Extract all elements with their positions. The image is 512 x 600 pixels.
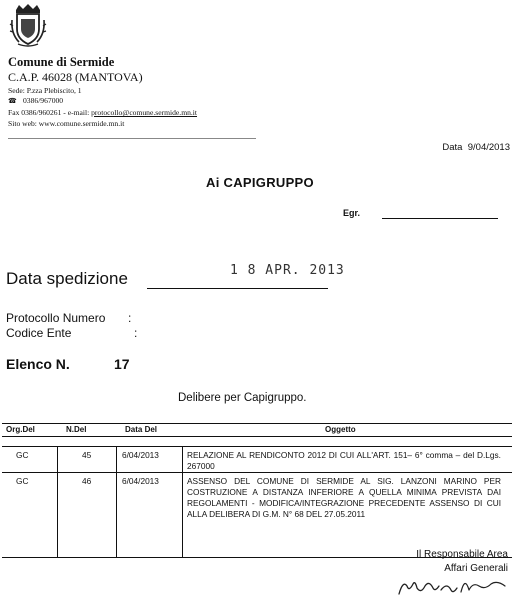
email-link[interactable]: protocollo@comune.sermide.mn.it bbox=[91, 108, 198, 117]
header-divider bbox=[8, 138, 256, 139]
col-divider bbox=[57, 447, 58, 472]
tel-number: 0386/967000 bbox=[23, 96, 64, 105]
col-divider bbox=[182, 447, 183, 472]
row-num: 45 bbox=[82, 450, 92, 460]
row-num: 46 bbox=[82, 476, 92, 486]
table-row bbox=[2, 446, 512, 472]
date-label: Data bbox=[442, 142, 463, 153]
col-divider bbox=[182, 473, 183, 557]
municipal-crest-icon bbox=[9, 2, 47, 48]
row-date: 6/04/2013 bbox=[122, 450, 159, 460]
egr-label: Egr. bbox=[343, 208, 361, 218]
protocollo-label: Protocollo Numero bbox=[6, 311, 106, 325]
comune-tel bbox=[8, 96, 63, 105]
recipient-title: Ai CAPIGRUPPO bbox=[206, 175, 314, 190]
date-stamp: 1 8 APR. 2013 bbox=[230, 263, 345, 278]
egr-blank-line bbox=[382, 218, 498, 219]
date-value: 9/04/2013 bbox=[467, 142, 510, 153]
table-row bbox=[2, 472, 512, 558]
elenco-label: Elenco N. bbox=[6, 356, 70, 372]
handwritten-signature bbox=[395, 572, 511, 598]
row-org: GC bbox=[16, 476, 29, 486]
comune-fax bbox=[8, 108, 197, 117]
col-data-del: Data Del bbox=[125, 425, 158, 434]
col-oggetto: Oggetto bbox=[325, 425, 356, 434]
fax-prefix: Fax 0386/960261 - e-mail: bbox=[8, 108, 92, 117]
col-divider bbox=[116, 447, 117, 472]
protocollo-colon: : bbox=[128, 311, 132, 325]
responsabile-title: Il Responsabile Area bbox=[416, 549, 508, 560]
col-n-del: N.Del bbox=[66, 425, 87, 434]
row-oggetto: RELAZIONE AL RENDICONTO 2012 DI CUI ALL'ART. 151– 6° comma – del D.Lgs. 267000 bbox=[187, 450, 501, 471]
row-org: GC bbox=[16, 450, 29, 460]
elenco-number: 17 bbox=[114, 356, 130, 372]
codice-colon: : bbox=[134, 326, 138, 340]
comune-name: Comune di Sermide bbox=[8, 55, 115, 69]
comune-website: Sito web: www.comune.sermide.mn.it bbox=[8, 119, 125, 128]
row-oggetto: ASSENSO DEL COMUNE DI SERMIDE AL SIG. LANZONI MARINO PER COSTRUZIONE A DISTANZA INFERIORE A QUELLA MINIMA PREVISTA DAI REGOLAMENTI - MODIFICA/INTEGRAZIONE PRECEDENTE ASSENSO DI CUI ALLA DELIBERA DI G.M. N° 68 DEL 27.05.2011 bbox=[187, 476, 501, 519]
table-header bbox=[2, 423, 512, 437]
comune-cap: C.A.P. 46028 (MANTOVA) bbox=[8, 70, 143, 84]
col-divider bbox=[57, 473, 58, 557]
spedizione-blank-line bbox=[147, 288, 328, 289]
spedizione-label: Data spedizione bbox=[6, 269, 128, 288]
document-date bbox=[442, 142, 510, 153]
col-org-del: Org.Del bbox=[6, 425, 35, 434]
col-divider bbox=[116, 473, 117, 557]
row-date: 6/04/2013 bbox=[122, 476, 159, 486]
telephone-icon: ☎ bbox=[8, 97, 17, 105]
comune-sede: Sede: P.zza Plebiscito, 1 bbox=[8, 86, 82, 95]
responsabile-area: Affari Generali bbox=[444, 563, 508, 574]
document-subtitle: Delibere per Capigruppo. bbox=[178, 392, 307, 404]
codice-ente-label: Codice Ente bbox=[6, 326, 72, 340]
